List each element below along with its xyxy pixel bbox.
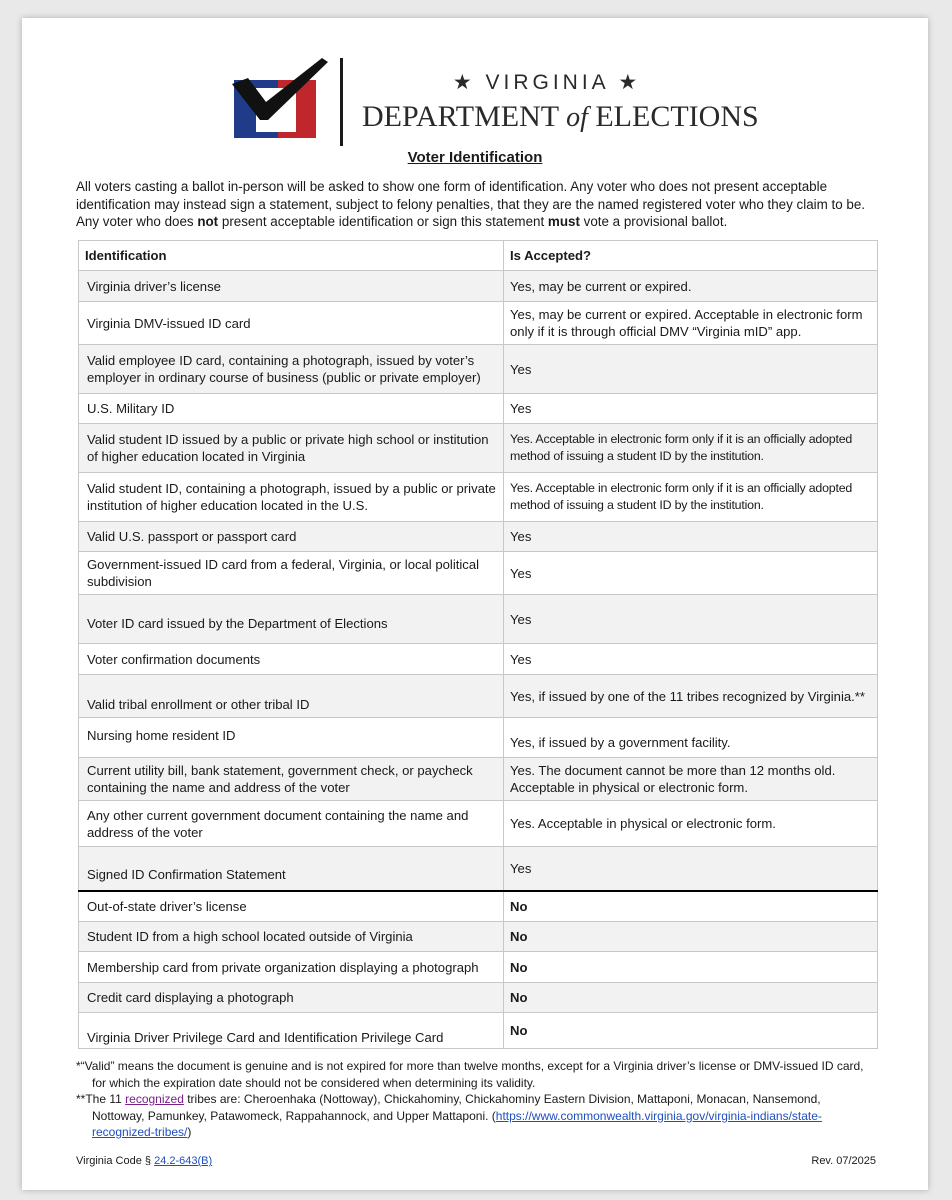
code-section-link[interactable]: 24.2-643(B) [154,1155,213,1167]
table-header-row [79,241,878,271]
table-row [79,271,878,302]
id-cell: Virginia Driver Privilege Card and Identification Privilege Card [79,1013,504,1049]
page-title: Voter Identification [407,149,543,166]
accepted-cell: Yes [504,644,878,675]
accepted-cell: No [504,891,878,922]
accepted-cell: Yes, may be current or expired. [504,271,878,302]
id-cell: Valid student ID issued by a public or private high school or institution of higher education located in Virginia [79,424,504,473]
header-is-accepted: Is Accepted? [504,241,878,271]
accepted-cell: No [504,922,878,952]
brand-elections-word: ELECTIONS [595,100,759,133]
table-row [79,891,878,922]
accepted-cell: No [504,983,878,1013]
intro-text-3: vote a provisional ballot. [579,214,728,229]
intro-paragraph [76,178,876,231]
id-cell: Credit card displaying a photograph [79,983,504,1013]
accepted-cell: Yes [504,522,878,552]
id-cell: Membership card from private organization displaying a photograph [79,952,504,983]
id-cell: Valid tribal enrollment or other tribal ID [79,675,504,718]
table-row [79,394,878,424]
checkmark-ballot-logo-icon [230,58,330,140]
table-row [79,1013,878,1049]
brand-dept-word: DEPARTMENT [362,100,559,133]
id-cell: Any other current government document containing the name and address of the voter [79,801,504,847]
id-cell: Student ID from a high school located outside of Virginia [79,922,504,952]
accepted-cell: Yes [504,345,878,394]
header-identification: Identification [79,241,504,271]
intro-text-1: All voters casting a ballot in-person will be asked to show one form of identification. Any voter who does not present acceptable identification may instead sign a statement, subject to felony penalties, that they are the named registered voter who they claim to be. Any voter who does [76,179,866,229]
table-row [79,922,878,952]
table-row [79,983,878,1013]
accepted-cell: Yes, may be current or expired. Acceptable in electronic form only if it is through official DMV “Virginia mID” app. [504,302,878,345]
table-row [79,758,878,801]
id-cell: Virginia driver’s license [79,271,504,302]
table-row [79,675,878,718]
header-divider [340,58,343,146]
accepted-cell: Yes, if issued by a government facility. [504,718,878,758]
accepted-cell: Yes. The document cannot be more than 12 months old. Acceptable in physical or electronic form. [504,758,878,801]
accepted-cell: Yes. Acceptable in physical or electronic form. [504,801,878,847]
id-cell: Out-of-state driver’s license [79,891,504,922]
intro-text-2: present acceptable identification or sign this statement [218,214,548,229]
table-row [79,345,878,394]
id-cell: Voter confirmation documents [79,644,504,675]
id-cell: Virginia DMV-issued ID card [79,302,504,345]
footnote-valid: *“Valid” means the document is genuine and is not expired for more than twelve months, except for a Virginia driver’s license or DMV-issued ID card, for which the expiration date should not be considered when determining its validity. [76,1059,864,1090]
table-row [79,801,878,847]
accepted-cell: Yes. Acceptable in electronic form only if it is an officially adopted method of issuing a student ID by the institution. [504,424,878,473]
table-row [79,718,878,758]
id-cell: Voter ID card issued by the Department of Elections [79,595,504,644]
virginia-code-reference [76,1155,212,1167]
intro-emphasis-must: must [547,214,580,229]
brand-state: ★ VIRGINIA ★ [452,71,642,94]
id-cell: Current utility bill, bank statement, government check, or paycheck containing the name and address of the voter [79,758,504,801]
recognized-link[interactable]: recognized [125,1092,184,1106]
header [22,18,928,148]
table-row [79,552,878,595]
footnote-tribes-prefix: **The 11 [76,1092,126,1106]
accepted-cell: Yes [504,394,878,424]
table-row [79,952,878,983]
footnote-tribes-text: tribes are: Cheroenhaka (Nottoway), Chickahominy, Chickahominy Eastern Division, Mattaponi, Monacan, Nansemond, Nottoway, Pamunkey, Patawomeck, Rappahannock, and Upper Mattaponi. ( [92,1092,821,1123]
accepted-cell: Yes, if issued by one of the 11 tribes recognized by Virginia.** [504,675,878,718]
id-cell: U.S. Military ID [79,394,504,424]
identification-table [78,240,878,1049]
accepted-cell: Yes [504,552,878,595]
table-row [79,847,878,891]
brand-department [362,100,759,134]
footnotes [76,1058,866,1141]
tribes-url-link[interactable]: https://www.commonwealth.virginia.gov/virginia-indians/state-recognized-tribes/ [92,1108,822,1139]
intro-emphasis-not: not [197,214,219,229]
id-cell: Valid U.S. passport or passport card [79,522,504,552]
brand-of-word: of [566,102,588,133]
table-row [79,473,878,522]
accepted-cell: Yes. Acceptable in electronic form only if it is an officially adopted method of issuing a student ID by the institution. [504,473,878,522]
document-page [22,18,928,1190]
revision-date: Rev. 07/2025 [811,1155,876,1167]
accepted-cell: Yes [504,595,878,644]
accepted-cell: Yes [504,847,878,891]
table-row [79,595,878,644]
table-row [79,302,878,345]
footnote-tribes [76,1091,866,1141]
table-row [79,424,878,473]
table-row [79,644,878,675]
id-cell: Nursing home resident ID [79,718,504,758]
accepted-cell: No [504,1013,878,1049]
accepted-cell: No [504,952,878,983]
id-cell: Valid student ID, containing a photograph, issued by a public or private institution of higher education located in the U.S. [79,473,504,522]
footnote-tribes-suffix: ) [187,1125,192,1139]
code-prefix: Virginia Code § [76,1155,155,1167]
id-cell: Government-issued ID card from a federal, Virginia, or local political subdivision [79,552,504,595]
table-row [79,522,878,552]
id-cell: Valid employee ID card, containing a photograph, issued by voter’s employer in ordinary course of business (public or private employer) [79,345,504,394]
id-cell: Signed ID Confirmation Statement [79,847,504,891]
